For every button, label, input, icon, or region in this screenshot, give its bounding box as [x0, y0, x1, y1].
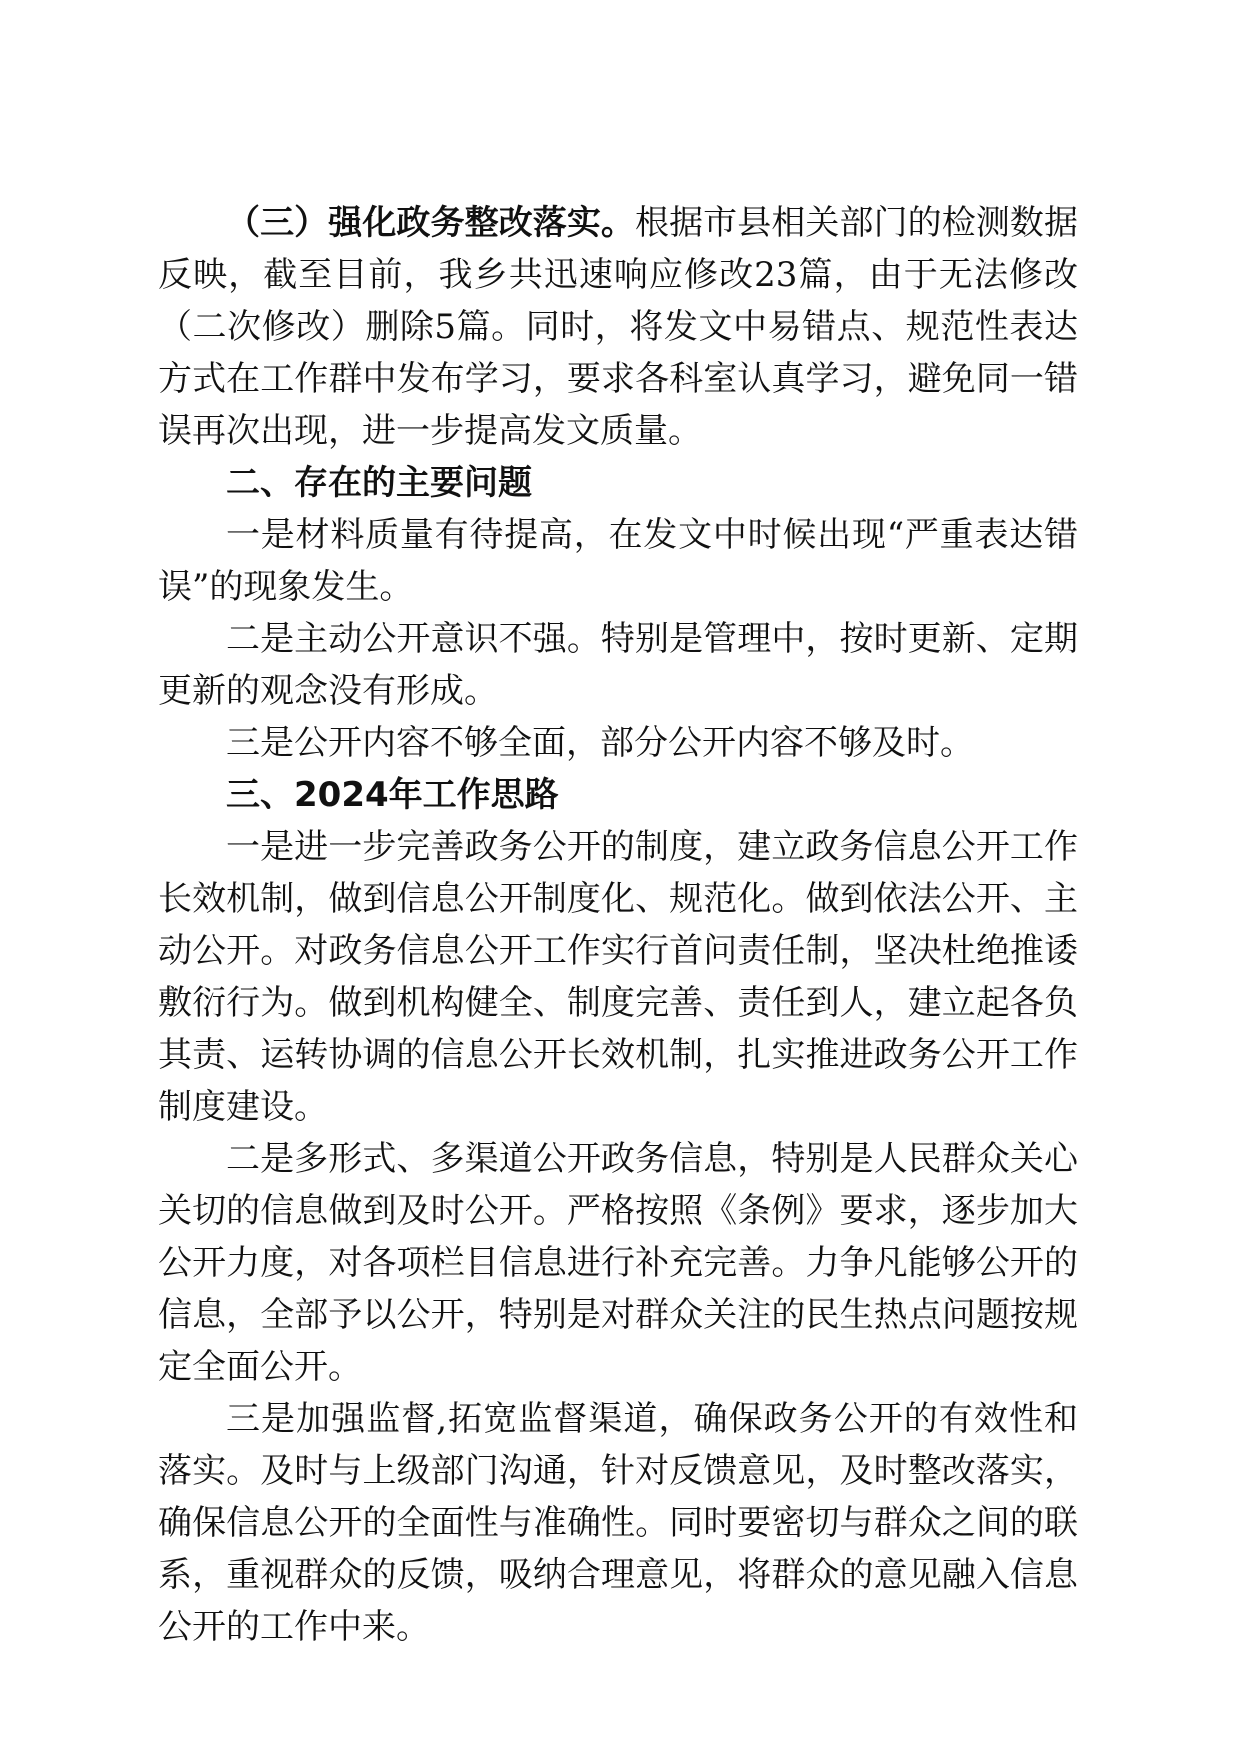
paragraph-rectification — [158, 197, 1078, 457]
section-heading-problems: 二、存在的主要问题 — [226, 463, 532, 503]
plan-item-2: 二是多形式、多渠道公开政务信息，特别是人民群众关心关切的信息做到及时公开。严格按照《条例》要求，逐步加大公开力度，对各项栏目信息进行补充完善。力争凡能够公开的信息，全部予以公开，特别是对群众关注的民生热点问题按规定全面公开。 — [158, 1139, 1078, 1387]
paragraph-lead-rectification: （三）强化政务整改落实。 — [226, 203, 635, 243]
document-body — [158, 197, 1078, 1653]
issue-item-1: 一是材料质量有待提高，在发文中时候出现“严重表达错误”的现象发生。 — [158, 515, 1078, 607]
section-heading-work-plan: 三、2024年工作思路 — [226, 775, 559, 815]
plan-item-3: 三是加强监督,拓宽监督渠道，确保政务公开的有效性和落实。及时与上级部门沟通，针对反馈意见，及时整改落实，确保信息公开的全面性与准确性。同时要密切与群众之间的联系，重视群众的反馈，吸纳合理意见，将群众的意见融入信息公开的工作中来。 — [158, 1399, 1078, 1647]
paragraph-text-rectification: 根据市县相关部门的检测数据反映，截至目前，我乡共迅速响应修改23篇，由于无法修改（二次修改）删除5篇。同时，将发文中易错点、规范性表达方式在工作群中发布学习，要求各科室认真学习，避免同一错误再次出现，进一步提高发文质量。 — [158, 203, 1078, 451]
issue-item-3: 三是公开内容不够全面，部分公开内容不够及时。 — [226, 723, 974, 763]
issue-item-2: 二是主动公开意识不强。特别是管理中，按时更新、定期更新的观念没有形成。 — [158, 619, 1078, 711]
plan-item-1: 一是进一步完善政务公开的制度，建立政务信息公开工作长效机制，做到信息公开制度化、规范化。做到依法公开、主动公开。对政务信息公开工作实行首问责任制，坚决杜绝推诿敷衍行为。做到机构健全、制度完善、责任到人，建立起各负其责、运转协调的信息公开长效机制，扎实推进政务公开工作制度建设。 — [158, 827, 1078, 1127]
